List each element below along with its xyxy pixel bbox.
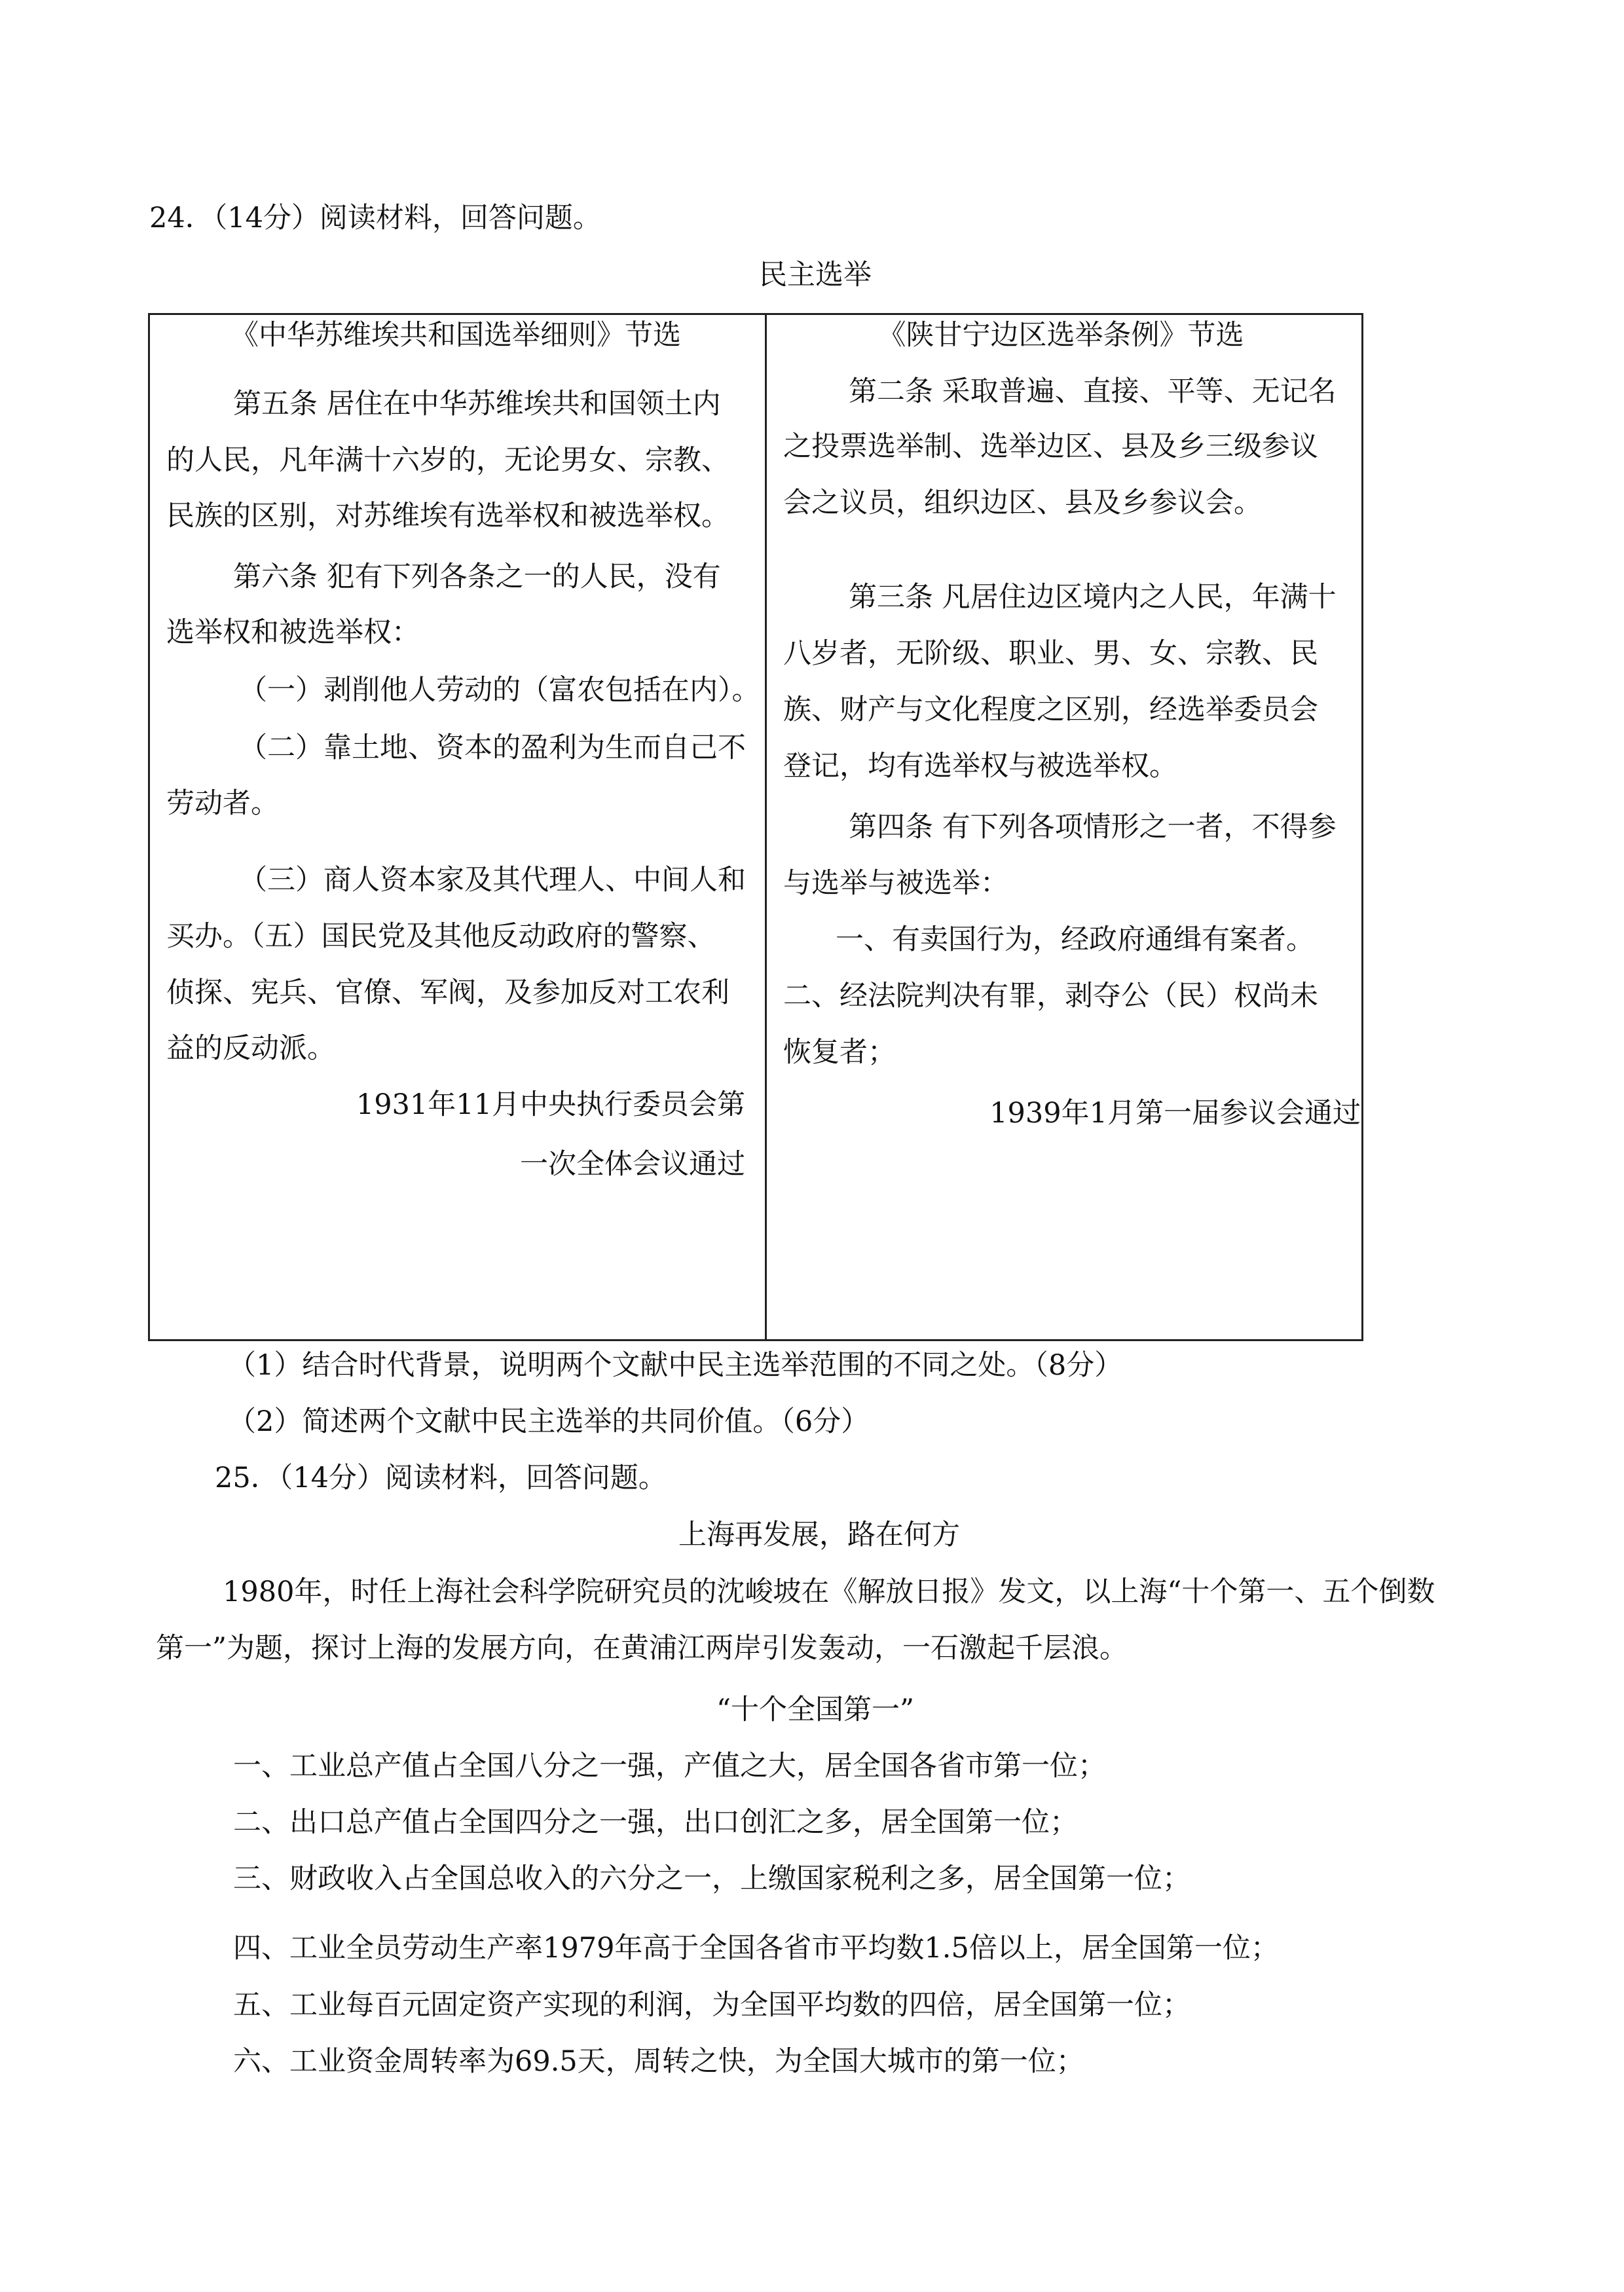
list-item: 四、工业全员劳动生产率1979年高于全国各省市平均数1.5倍以上，居全国第一位； [233, 1932, 1279, 1965]
left-line: 益的反动派。 [166, 1032, 335, 1065]
right-line: 登记，均有选举权与被选举权。 [783, 750, 1177, 783]
right-line: 与选举与被选举： [783, 867, 1008, 900]
q25-title: 上海再发展，路在何方 [678, 1519, 960, 1551]
right-line: 恢复者； [783, 1036, 896, 1069]
list-item: 二、出口总产值占全国四分之一强，出口创汇之多，居全国第一位； [233, 1806, 1078, 1839]
right-line: 八岁者，无阶级、职业、男、女、宗教、民 [783, 637, 1318, 670]
right-line: 第四条 有下列各项情形之一者，不得参 [849, 811, 1337, 843]
left-source-line2: 一次全体会议通过 [520, 1148, 745, 1181]
q25-paragraph-line1: 1980年，时任上海社会科学院研究员的沈峻坡在《解放日报》发文，以上海“十个第一、五个倒数 [223, 1576, 1435, 1608]
left-source-line1: 1931年11月中央执行委员会第 [356, 1088, 745, 1121]
q25-list-title: “十个全国第一” [716, 1693, 914, 1726]
right-heading: 《陕甘宁边区选举条例》节选 [877, 319, 1244, 352]
left-line: 侦探、宪兵、官僚、军阀，及参加反对工农利 [166, 976, 729, 1009]
right-line: 族、财产与文化程度之区别，经选举委员会 [783, 693, 1318, 726]
q24-header: 24．（14分）阅读材料，回答问题。 [149, 202, 601, 234]
left-line: 劳动者。 [166, 787, 279, 820]
list-item: 一、工业总产值占全国八分之一强，产值之大，居全国各省市第一位； [233, 1750, 1106, 1783]
left-line: 第六条 犯有下列各条之一的人民，没有 [233, 561, 721, 593]
q24-question-2: （2）简述两个文献中民主选举的共同价值。（6分） [228, 1405, 870, 1438]
left-line: （二）靠土地、资本的盈利为生而自己不 [239, 731, 746, 764]
q24-title: 民主选举 [759, 259, 872, 291]
q24-question-1: （1）结合时代背景，说明两个文献中民主选举范围的不同之处。（8分） [228, 1349, 1123, 1382]
left-line: 第五条 居住在中华苏维埃共和国领土内 [233, 388, 721, 420]
right-line: 第三条 凡居住边区境内之人民，年满十 [849, 581, 1337, 614]
left-line: （一）剥削他人劳动的（富农包括在内）。 [239, 674, 760, 707]
left-line: （三）商人资本家及其代理人、中间人和 [239, 864, 746, 896]
right-line: 一、有卖国行为，经政府通缉有案者。 [836, 923, 1314, 956]
right-line: 二、经法院判决有罪，剥夺公（民）权尚未 [783, 980, 1318, 1012]
right-line: 第二条 采取普遍、直接、平等、无记名 [849, 375, 1337, 408]
right-line: 之投票选举制、选举边区、县及乡三级参议 [783, 430, 1318, 463]
q25-paragraph-line2: 第一”为题，探讨上海的发展方向，在黄浦江两岸引发轰动，一石激起千层浪。 [156, 1632, 1128, 1665]
left-heading: 《中华苏维埃共和国选举细则》节选 [231, 319, 681, 352]
table-divider [765, 313, 767, 1341]
list-item: 三、财政收入占全国总收入的六分之一，上缴国家税利之多，居全国第一位； [233, 1862, 1190, 1895]
q25-header: 25．（14分）阅读材料，回答问题。 [215, 1462, 667, 1494]
list-item: 五、工业每百元固定资产实现的利润，为全国平均数的四倍，居全国第一位； [233, 1989, 1190, 2022]
list-item: 六、工业资金周转率为69.5天，周转之快，为全国大城市的第一位； [233, 2045, 1084, 2078]
right-line: 会之议员，组织边区、县及乡参议会。 [783, 487, 1262, 519]
left-line: 民族的区别，对苏维埃有选举权和被选举权。 [166, 500, 729, 532]
left-line: 的人民，凡年满十六岁的，无论男女、宗教、 [166, 444, 729, 477]
right-source: 1939年1月第一届参议会通过 [989, 1097, 1361, 1130]
left-line: 买办。（五）国民党及其他反动政府的警察、 [166, 920, 716, 953]
left-line: 选举权和被选举权： [166, 616, 420, 649]
